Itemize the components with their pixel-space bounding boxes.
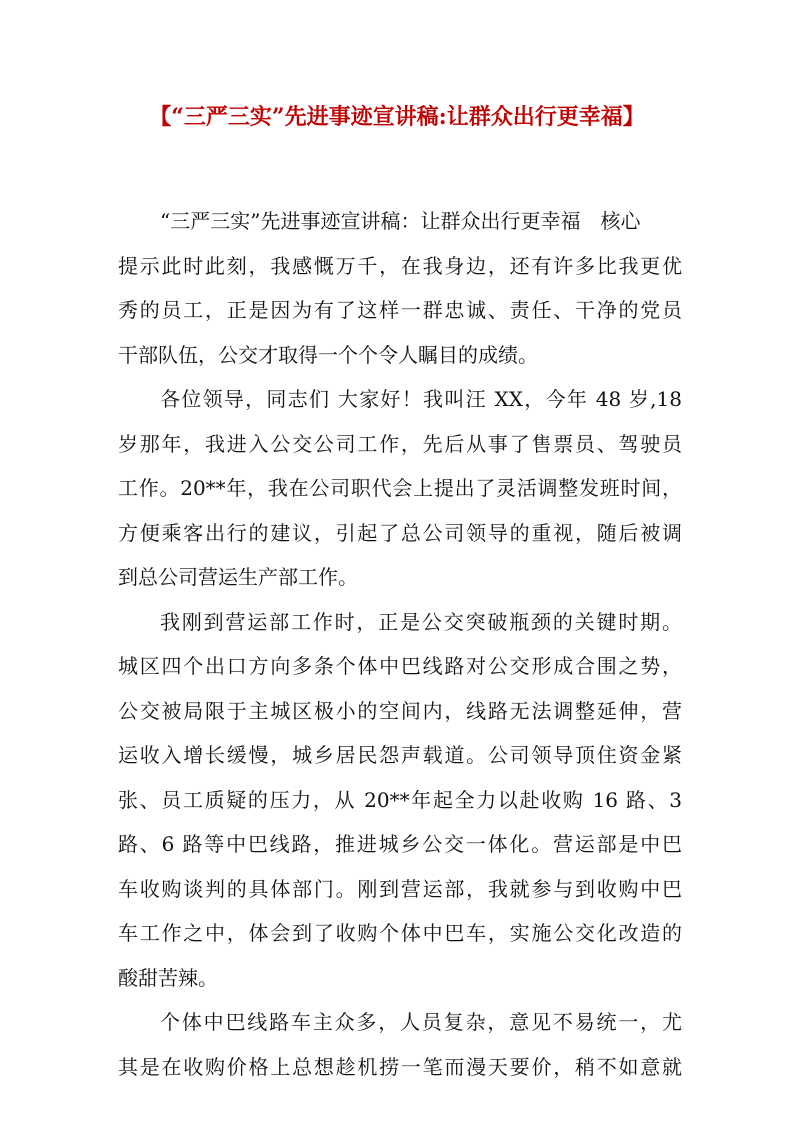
- paragraph-line: 各位领导，同志们 大家好！我叫汪 XX，今年 48 岁,18: [160, 387, 682, 411]
- paragraph-line: 岁那年，我进入公交公司工作，先后从事了售票员、驾驶员: [118, 431, 682, 456]
- paragraph-line: 酸甜苦辣。: [118, 965, 218, 990]
- paragraph-line: 工作。20**年，我在公司职代会上提出了灵活调整发班时间，: [118, 476, 682, 500]
- paragraph-line: 车工作之中，体会到了收购个体中巴车，实施公交化改造的: [118, 921, 682, 945]
- paragraph-line: 秀的员工，正是因为有了这样一群忠诚、责任、干净的党员: [118, 298, 682, 322]
- paragraph-line: 公交被局限于主城区极小的空间内，线路无法调整延伸，营: [118, 698, 682, 723]
- paragraph-line: 运收入增长缓慢，城乡居民怨声载道。公司领导顶住资金紧: [118, 743, 682, 767]
- paragraph-line: 提示此时此刻，我感慨万千，在我身边，还有许多比我更优: [118, 253, 682, 278]
- paragraph-line: 到总公司营运生产部工作。: [118, 565, 358, 589]
- paragraph-line: 个体中巴线路车主众多，人员复杂，意见不易统一，尤: [160, 1010, 682, 1034]
- paragraph-line: 路、6 路等中巴线路，推进城乡公交一体化。营运部是中巴: [118, 832, 682, 856]
- document-body: [118, 199, 682, 1089]
- paragraph-line: 其是在收购价格上总想趁机捞一笔而漫天要价，稍不如意就: [118, 1054, 682, 1079]
- paragraph-line: “三严三实”先进事迹宣讲稿：让群众出行更幸福 核心: [160, 209, 641, 233]
- paragraph-line: 方便乘客出行的建议，引起了总公司领导的重视，随后被调: [118, 520, 682, 545]
- paragraph-line: 张、员工质疑的压力，从 20**年起全力以赴收购 16 路、3: [118, 787, 682, 812]
- paragraph-line: 我刚到营运部工作时，正是公交突破瓶颈的关键时期。: [160, 609, 682, 634]
- paragraph-line: 城区四个出口方向多条个体中巴线路对公交形成合围之势，: [118, 654, 682, 678]
- paragraph-line: 干部队伍，公交才取得一个个令人瞩目的成绩。: [118, 342, 538, 367]
- paragraph-line: 车收购谈判的具体部门。刚到营运部，我就参与到收购中巴: [118, 876, 682, 901]
- document-title: 【“三严三实”先进事迹宣讲稿:让群众出行更幸福】: [149, 104, 645, 130]
